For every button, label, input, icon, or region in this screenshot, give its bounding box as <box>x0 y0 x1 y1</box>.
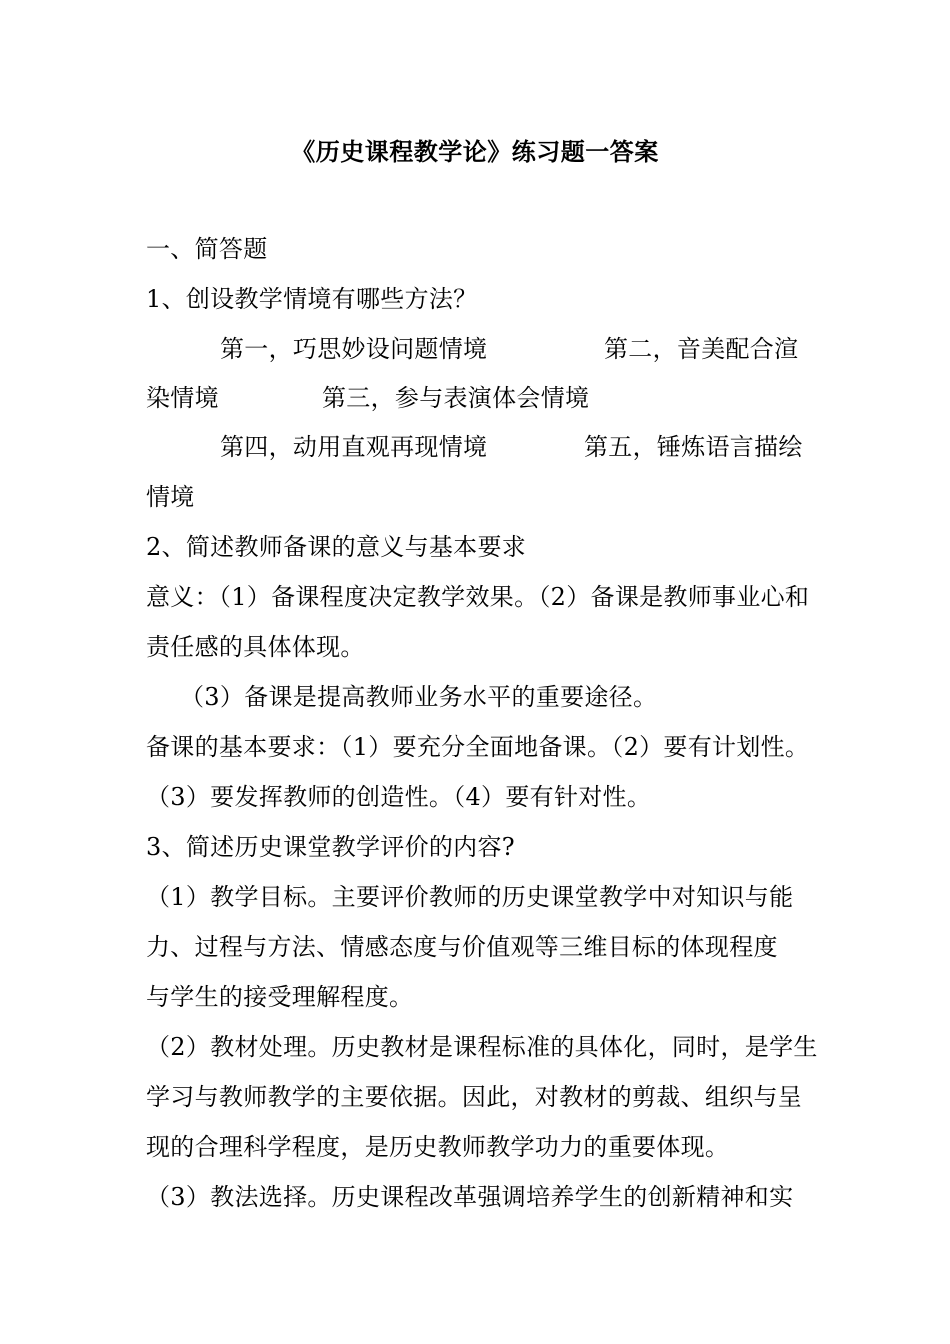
question-3: 3、简述历史课堂教学评价的内容? <box>146 833 515 861</box>
q3-point-2-line-2: 学习与教师教学的主要依据。因此，对教材的剪裁、组织与呈 <box>146 1083 803 1111</box>
q2-meaning-line-3: （3）备课是提高教师业务水平的重要途径。 <box>180 683 658 711</box>
q3-point-1-line-1: （1）教学目标。主要评价教师的历史课堂教学中对知识与能 <box>146 883 794 911</box>
q1-method-5-part-1: 第五，锤炼语言描绘 <box>584 433 803 461</box>
q2-requirements-line-2: （3）要发挥教师的创造性。（4）要有针对性。 <box>146 783 652 811</box>
question-1: 1、创设教学情境有哪些方法？ <box>146 285 478 313</box>
q3-point-2-line-3: 现的合理科学程度，是历史教师教学功力的重要体现。 <box>146 1133 730 1161</box>
q3-point-2-line-1: （2）教材处理。历史教材是课程标准的具体化，同时，是学生 <box>146 1033 818 1061</box>
q1-method-3: 第三，参与表演体会情境 <box>322 384 590 412</box>
question-2: 2、简述教师备课的意义与基本要求 <box>146 533 527 561</box>
q1-method-1: 第一，巧思妙设问题情境 <box>220 335 488 363</box>
q1-method-4: 第四，动用直观再现情境 <box>220 433 488 461</box>
q3-point-1-line-2: 力、过程与方法、情感态度与价值观等三维目标的体现程度 <box>146 933 778 961</box>
q2-requirements-line-1: 备课的基本要求：（1）要充分全面地备课。（2）要有计划性。 <box>146 733 810 761</box>
q3-point-3-line-1: （3）教法选择。历史课程改革强调培养学生的创新精神和实 <box>146 1183 794 1211</box>
q3-point-1-line-3: 与学生的接受理解程度。 <box>146 983 414 1011</box>
q1-method-2-part-1: 第二，音美配合渲 <box>604 335 799 363</box>
q1-method-5-part-2: 情境 <box>146 483 195 511</box>
q2-meaning-line-1: 意义：（1）备课程度决定教学效果。（2）备课是教师事业心和 <box>146 583 810 611</box>
q1-method-2-part-2: 染情境 <box>146 384 219 412</box>
document-title: 《历史课程教学论》练习题一答案 <box>291 138 659 166</box>
q2-meaning-line-2: 责任感的具体体现。 <box>146 633 365 661</box>
section-heading: 一、简答题 <box>146 235 268 263</box>
